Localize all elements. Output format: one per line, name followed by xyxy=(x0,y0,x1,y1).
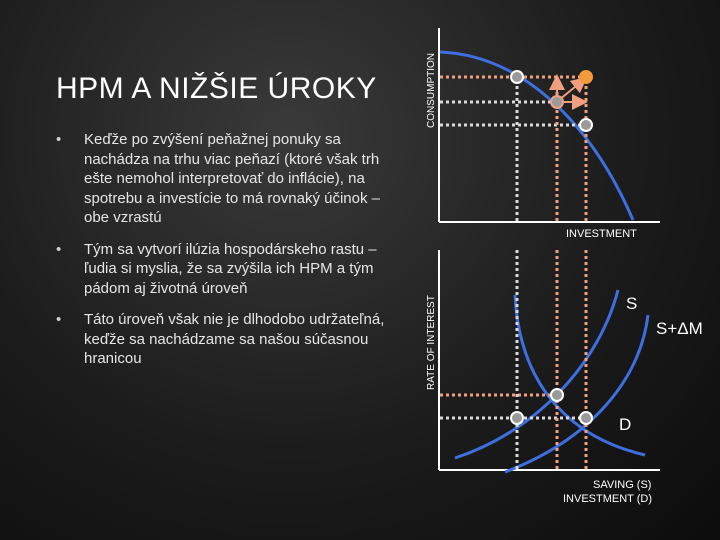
interest-axis-label: RATE OF INTEREST xyxy=(426,295,437,390)
slide-title: HPM A NIŽŠIE ÚROKY xyxy=(56,72,377,105)
supply-label: S xyxy=(626,294,638,313)
start-point-marker xyxy=(551,96,563,108)
ppf-point-marker xyxy=(511,71,523,83)
shifted-supply-label: S+ΔM xyxy=(656,319,703,338)
supply-curve xyxy=(455,290,618,458)
new-equilibrium-marker xyxy=(580,412,592,424)
saving-point-marker xyxy=(511,412,523,424)
new-point-marker xyxy=(580,71,592,83)
bullet-item: • Tým sa vytvorí ilúzia hospodárskeho rastu – ľudia si myslia, že sa zvýšila ich HPM a tým pádom aj životná úroveň xyxy=(56,240,408,299)
investment-axis-label: INVESTMENT xyxy=(566,228,637,240)
bullet-item: • Táto úroveň však nie je dlhodobo udržateľná, keďže sa nachádzame sa našou súčasnou hranicou xyxy=(56,310,408,369)
saving-axis-label: SAVING (S) xyxy=(593,479,652,491)
bullet-item: • Keďže po zvýšení peňažnej ponuky sa nachádza na trhu viac peňazí (ktoré však trh ešte nemohol interpretovať do inflácie), na spotrebu a investície to má rovnaký účinok – obe vzrastú xyxy=(56,130,408,228)
demand-label: D xyxy=(619,415,632,434)
arrow-diagonal xyxy=(559,82,581,100)
investment-demand-axis-label: INVESTMENT (D) xyxy=(563,493,653,505)
equilibrium-marker xyxy=(551,389,563,401)
consumption-axis-label: CONSUMPTION xyxy=(426,53,437,128)
ppf-point-marker xyxy=(580,119,592,131)
